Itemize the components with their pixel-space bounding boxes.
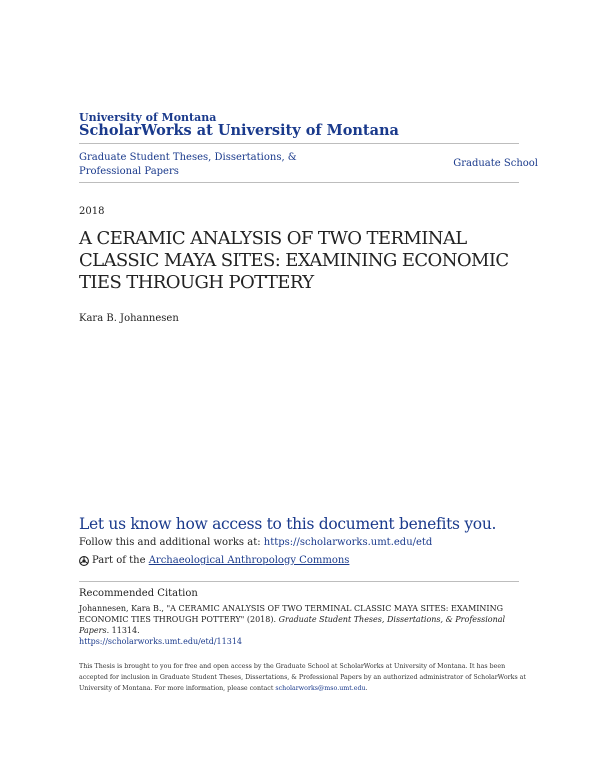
- citation-part3: . 11314.: [106, 626, 140, 635]
- document-title: A CERAMIC ANALYSIS OF TWO TERMINAL CLASSIC MAYA SITES: EXAMINING ECONOMIC TIES THROUGH POTTERY: [79, 228, 509, 293]
- part-of-line: [79, 555, 349, 566]
- citation-divider: [79, 581, 519, 582]
- footer-end: .: [365, 685, 368, 692]
- citation-journal: Graduate Student Theses, Dissertations, & Professional Papers: [79, 615, 506, 635]
- header-divider-bottom: [79, 182, 519, 183]
- contact-email-link[interactable]: scholarworks@mso.umt.edu: [275, 685, 366, 692]
- publication-year: 2018: [79, 206, 105, 217]
- author-name: Kara B. Johannesen: [79, 313, 179, 324]
- citation-part1: Johannesen, Kara B., "A CERAMIC ANALYSIS OF TWO TERMINAL CLASSIC MAYA SITES: EXAMINING ECONOMIC TIES THROUGH POTTERY" (2018).: [79, 604, 503, 624]
- follow-line: [79, 537, 432, 548]
- follow-url-link[interactable]: https://scholarworks.umt.edu/etd: [263, 537, 433, 548]
- commons-link[interactable]: Archaeological Anthropology Commons: [148, 555, 350, 566]
- access-footer: [79, 661, 529, 694]
- feedback-link[interactable]: Let us know how access to this document benefits you.: [79, 515, 497, 533]
- citation-text: [79, 603, 529, 647]
- university-name[interactable]: University of Montana: [79, 111, 217, 124]
- citation-heading: Recommended Citation: [79, 588, 198, 599]
- scholarworks-title[interactable]: ScholarWorks at University of Montana: [79, 122, 399, 139]
- graduate-school-link[interactable]: Graduate School: [453, 158, 538, 169]
- citation-url-link[interactable]: https://scholarworks.umt.edu/etd/11314: [79, 637, 242, 646]
- commons-network-icon: [79, 556, 89, 566]
- follow-label: Follow this and additional works at:: [79, 537, 261, 548]
- footer-text: This Thesis is brought to you for free and open access by the Graduate School at ScholarWorks at University of Montana. It has been accepted for inclusion in Graduate Student Theses, Dissertations, & Professional Papers by an authorized administrator of ScholarWorks at University of Montana. For more information, please contact: [79, 663, 526, 692]
- part-of-label: Part of the: [92, 555, 146, 566]
- collection-link[interactable]: Graduate Student Theses, Dissertations, & Professional Papers: [79, 152, 297, 177]
- header-divider-top: [79, 143, 519, 144]
